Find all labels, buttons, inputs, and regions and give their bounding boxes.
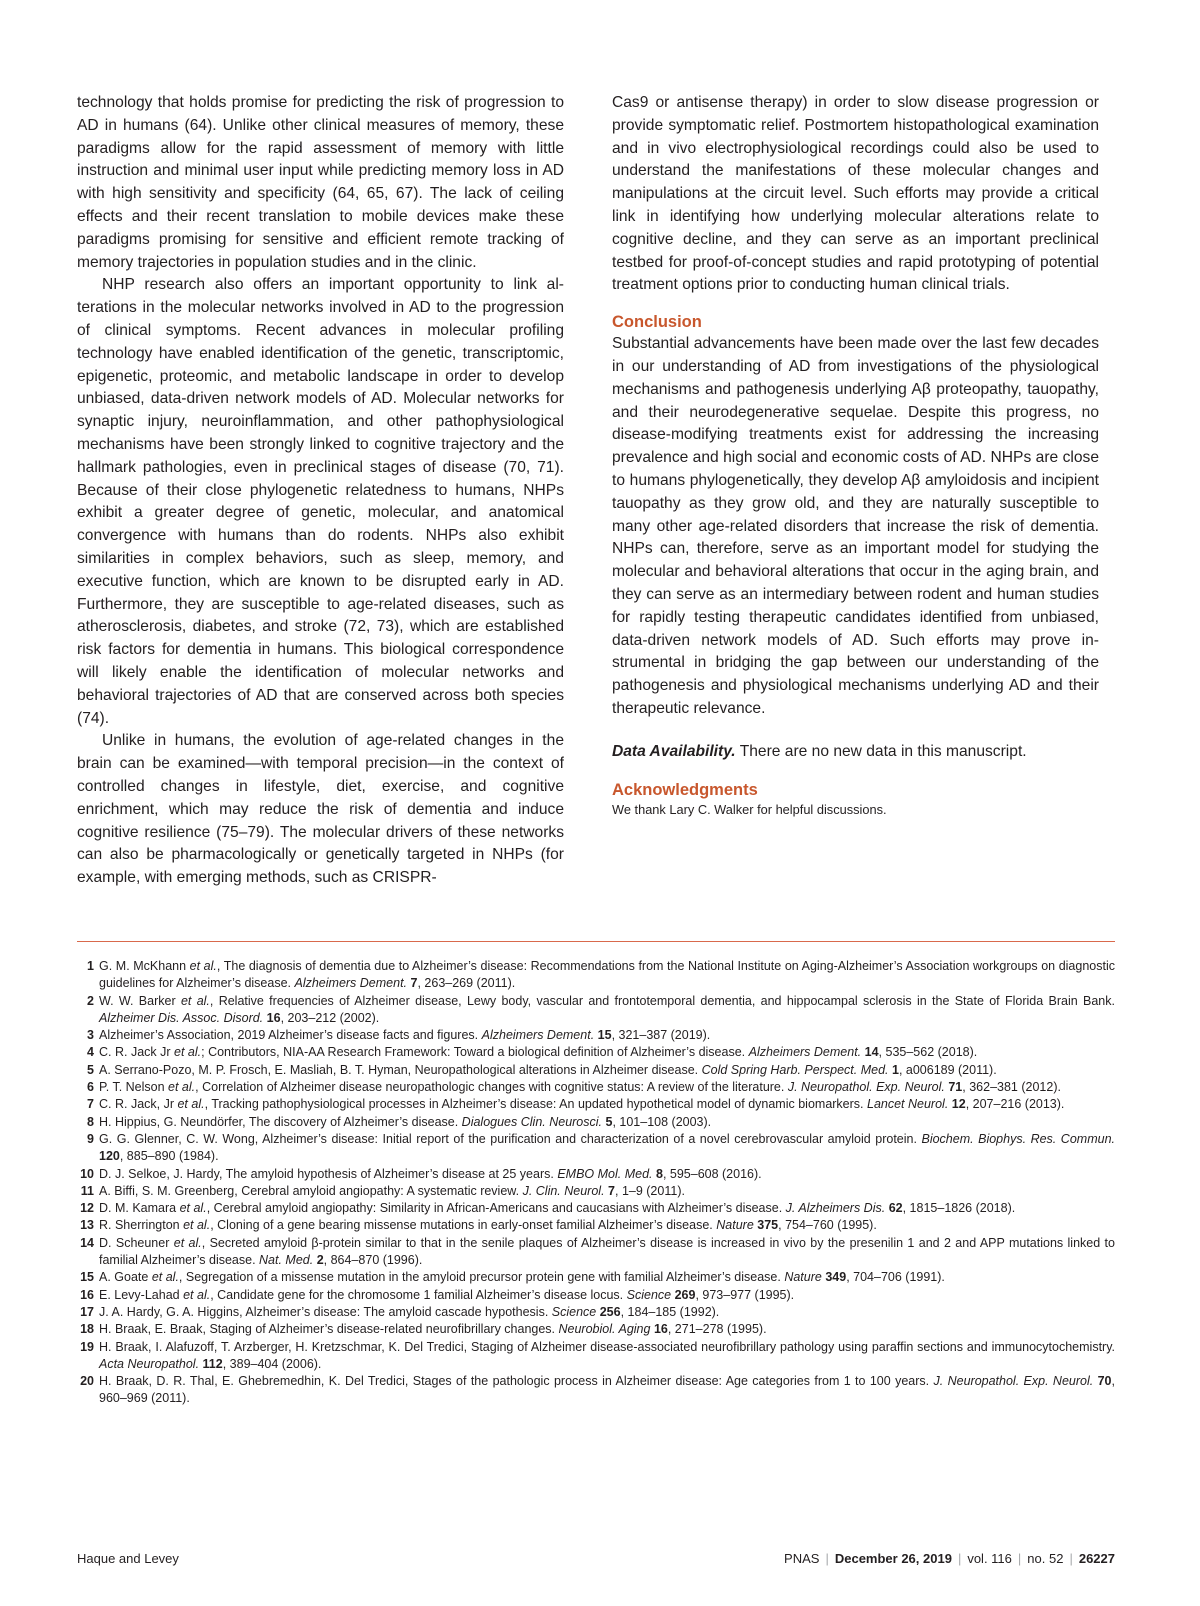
reference-item: [77, 993, 1115, 1028]
references-divider: [77, 941, 1115, 942]
reference-item: [77, 1321, 1115, 1338]
reference-item: [77, 1339, 1115, 1374]
reference-number: 15: [80, 1270, 94, 1285]
reference-number: 13: [80, 1218, 94, 1233]
reference-text: C. R. Jack, Jr et al., Tracking pathophysiological processes in Alzheimer’s disease: An updated hypothetical model of dynamic biomarkers. Lancet Neurol. 12, 207–216 (2013).: [99, 1097, 1065, 1112]
reference-number: 10: [80, 1166, 94, 1181]
reference-number: 12: [80, 1201, 94, 1216]
reference-item: [77, 1096, 1115, 1113]
reference-item: [77, 1287, 1115, 1304]
reference-number: 17: [80, 1304, 94, 1319]
acknowledgments-text: We thank Lary C. Walker for helpful discussions.: [612, 801, 887, 817]
reference-number: 4: [87, 1045, 94, 1060]
reference-item: [77, 1114, 1115, 1131]
footer-journal: PNAS: [784, 1551, 820, 1566]
reference-text: H. Hippius, G. Neundörfer, The discovery of Alzheimer’s disease. Dialogues Clin. Neurosci. 5, 101–108 (2003).: [99, 1114, 712, 1129]
footer-separator: |: [1069, 1551, 1073, 1566]
left-column: [77, 92, 564, 890]
reference-number: 20: [80, 1374, 94, 1389]
reference-item: [77, 1166, 1115, 1183]
body-paragraph: Unlike in humans, the evolution of age-related changes in the brain can be examined—with temporal precision—in the context of controlled changes in lifestyle, diet, exercise, and cognitive enrichment, which may reduce the risk of dementia and induce cognitive resilience (75–79). The molecular drivers of these networks can also be pharmacologically or genetically targeted in NHPs (for example, with emerging methods, such as CRISPR-: [77, 732, 564, 887]
reference-number: 5: [87, 1062, 94, 1077]
body-paragraph: NHP research also offers an important opportunity to link alterations in the molecular networks involved in AD to the progression of clinical symptoms. Recent advances in molecular profiling technology have enabled identification of the genetic, transcriptomic, epigenetic, proteomic, and metabolic landscape in order to develop unbiased, data-driven network models of AD. Molecular networks for synaptic injury, neuroinflammation, and other pathophysiological mechanisms have been strongly linked to cognitive trajectory and the hallmark pathologies, even in preclinical stages of disease (70, 71). Because of their close phylogenetic relatedness to humans, NHPs exhibit a greater degree of genetic, molecular, and anatomical convergence with humans than do rodents. NHPs also exhibit similarities in complex behaviors, such as sleep, memory, and executive function, which are known to be disrupted early in AD. Furthermore, they are susceptible to age-related diseases, such as atherosclerosis, diabetes, and stroke (72, 73), which are established risk factors for dementia in humans. This biological correspondence will likely enable the identification of molecular networks and behavioral trajectories of AD that are conserved across both species (74).: [77, 276, 564, 727]
reference-number: 7: [87, 1097, 94, 1112]
footer-page-number: 26227: [1078, 1551, 1115, 1566]
reference-item: [77, 1183, 1115, 1200]
reference-list: [77, 958, 1115, 1408]
reference-text: W. W. Barker et al., Relative frequencies of Alzheimer disease, Lewy body, vascular and frontotemporal dementia, and hippocampal sclerosis in the State of Florida Brain Bank. Alzheimer Dis. Assoc. Disord. 16, 203–212 (2002).: [99, 993, 1115, 1025]
reference-number: 9: [87, 1131, 94, 1146]
footer-volume: vol. 116: [967, 1551, 1012, 1566]
conclusion-paragraph: Substantial advancements have been made over the last few decades in our understanding of AD from investigations of the physiological mechanisms and pathogenesis underlying Aβ proteopathy, tauopathy, and their neurodegenerative sequelae. Despite this progress, no disease-modifying treatments exist for addressing the increasing prevalence and high social and economic costs of AD. NHPs are close to humans phylogenetically, they develop Aβ amyloidosis and incipient tauopathy as they grow old, and they are naturally susceptible to many other age-related disorders that increase the risk of dementia. NHPs can, therefore, serve as an important model for studying the molecular and behavioral alterations that occur in the aging brain, and they can serve as an intermediary between rodent and human studies for rapidly testing therapeutic candidates identified from unbiased, data-driven network models of AD. Such efforts may prove instrumental in bridging the gap between our understanding of the pathogenesis and physiological mechanisms underlying AD and their therapeutic relevance.: [612, 335, 1099, 717]
reference-item: [77, 1131, 1115, 1166]
data-availability-text: There are no new data in this manuscript.: [739, 742, 1027, 760]
footer-authors: Haque and Levey: [77, 1551, 179, 1566]
reference-text: A. Serrano-Pozo, M. P. Frosch, E. Masliah, B. T. Hyman, Neuropathological alterations in Alzheimer disease. Cold Spring Harb. Perspect. Med. 1, a006189 (2011).: [99, 1062, 997, 1077]
reference-item: [77, 1062, 1115, 1079]
reference-item: [77, 1269, 1115, 1286]
reference-text: J. A. Hardy, G. A. Higgins, Alzheimer’s disease: The amyloid cascade hypothesis. Science 256, 184–185 (1992).: [99, 1304, 720, 1319]
reference-number: 8: [87, 1114, 94, 1129]
acknowledgments-heading: Acknowledgments: [612, 780, 758, 799]
reference-text: G. M. McKhann et al., The diagnosis of dementia due to Alzheimer’s disease: Recommendations from the National Institute on Aging-Alzheimer’s Association workgroups on diagnostic guidelines for Alzheimer’s disease. Alzheimers Dement. 7, 263–269 (2011).: [99, 959, 1115, 991]
reference-text: E. Levy-Lahad et al., Candidate gene for the chromosome 1 familial Alzheimer’s disease locus. Science 269, 973–977 (1995).: [99, 1287, 795, 1302]
page-footer: [77, 1550, 1115, 1568]
footer-citation: [784, 1550, 1115, 1568]
reference-item: [77, 1217, 1115, 1234]
reference-number: 16: [80, 1287, 94, 1302]
reference-text: C. R. Jack Jr et al.; Contributors, NIA-AA Research Framework: Toward a biological definition of Alzheimer’s disease. Alzheimers Dement. 14, 535–562 (2018).: [99, 1045, 978, 1060]
reference-text: A. Goate et al., Segregation of a missense mutation in the amyloid precursor protein gene with familial Alzheimer’s disease. Nature 349, 704–706 (1991).: [99, 1270, 945, 1285]
footer-separator: |: [825, 1551, 829, 1566]
reference-number: 18: [80, 1322, 94, 1337]
reference-item: [77, 1044, 1115, 1061]
reference-number: 11: [80, 1183, 94, 1198]
reference-number: 14: [80, 1235, 94, 1250]
reference-item: [77, 1373, 1115, 1408]
reference-item: [77, 958, 1115, 993]
conclusion-heading: Conclusion: [612, 313, 702, 332]
footer-issue: no. 52: [1027, 1551, 1064, 1566]
footer-date: December 26, 2019: [834, 1551, 952, 1566]
footer-separator: |: [957, 1551, 962, 1566]
data-availability-label: Data Availability.: [612, 742, 736, 760]
reference-text: D. M. Kamara et al., Cerebral amyloid angiopathy: Similarity in African-Americans and caucasians with Alzheimer’s disease. J. Alzheimers Dis. 62, 1815–1826 (2018).: [99, 1201, 1016, 1216]
reference-text: H. Braak, E. Braak, Staging of Alzheimer’s disease-related neurofibrillary changes. Neurobiol. Aging 16, 271–278 (1995).: [99, 1322, 767, 1337]
reference-item: [77, 1027, 1115, 1044]
reference-item: [77, 1235, 1115, 1270]
body-paragraph: Cas9 or antisense therapy) in order to slow disease progression or provide symptomatic relief. Postmortem histopathological examination and in vivo electrophysiological recordings could also be used to understand the manifestations of these molecular changes and manipulations at the circuit level. Such efforts may provide a critical link in identifying how underlying molecular alterations relate to cognitive decline, and they can serve as an important preclinical testbed for proof-of-concept studies and rapid prototyping of potential treatment options prior to conducting human clinical trials.: [612, 94, 1099, 294]
reference-number: 3: [87, 1028, 94, 1043]
right-column: [612, 92, 1099, 818]
reference-text: H. Braak, D. R. Thal, E. Ghebremedhin, K. Del Tredici, Stages of the pathologic process in Alzheimer disease: Age categories from 1 to 100 years. J. Neuropathol. Exp. Neurol. 70, 960–969 (2011).: [99, 1374, 1115, 1406]
reference-number: 1: [87, 959, 94, 973]
reference-number: 2: [87, 993, 94, 1008]
reference-item: [77, 1200, 1115, 1217]
data-availability: [612, 741, 1099, 764]
reference-number: 19: [80, 1339, 94, 1354]
reference-number: 6: [87, 1080, 94, 1095]
reference-text: D. Scheuner et al., Secreted amyloid β-protein similar to that in the senile plaques of Alzheimer’s disease is increased in vivo by the presenilin 1 and 2 and APP mutations linked to familial Alzheimer’s disease. Nat. Med. 2, 864–870 (1996).: [99, 1235, 1115, 1268]
body-paragraph: technology that holds promise for predicting the risk of progression to AD in humans (64). Unlike other clinical measures of memory, these paradigms allow for the rapid assessment of memory with little instruction and minimal user input while predicting memory loss in AD with high sensitivity and specificity (64, 65, 67). The lack of ceiling effects and their recent translation to mobile devices make these paradigms promising for sensitive and efficient remote tracking of memory trajectories in population studies and in the clinic.: [77, 94, 564, 271]
reference-item: [77, 1304, 1115, 1321]
reference-text: P. T. Nelson et al., Correlation of Alzheimer disease neuropathologic changes with cognitive status: A review of the literature. J. Neuropathol. Exp. Neurol. 71, 362–381 (2012).: [99, 1080, 1061, 1095]
reference-item: [77, 1079, 1115, 1096]
reference-text: A. Biffi, S. M. Greenberg, Cerebral amyloid angiopathy: A systematic review. J. Clin. Neurol. 7, 1–9 (2011).: [99, 1183, 685, 1198]
reference-text: G. G. Glenner, C. W. Wong, Alzheimer’s disease: Initial report of the purification and characterization of a novel cerebrovascular amyloid protein. Biochem. Biophys. Res. Commun. 120, 885–890 (1984).: [99, 1131, 1115, 1164]
reference-text: D. J. Selkoe, J. Hardy, The amyloid hypothesis of Alzheimer’s disease at 25 years. EMBO Mol. Med. 8, 595–608 (2016).: [99, 1166, 762, 1181]
reference-text: Alzheimer’s Association, 2019 Alzheimer’s disease facts and figures. Alzheimers Dement. 15, 321–387 (2019).: [99, 1028, 711, 1043]
footer-separator: |: [1017, 1551, 1022, 1566]
reference-text: R. Sherrington et al., Cloning of a gene bearing missense mutations in early-onset familial Alzheimer’s disease. Nature 375, 754–760 (1995).: [99, 1218, 877, 1233]
reference-text: H. Braak, I. Alafuzoff, T. Arzberger, H. Kretzschmar, K. Del Tredici, Staging of Alzheimer disease-associated neurofibrillary pathology using paraffin sections and immunocytochemistry. Acta Neuropathol. 112, 389–404 (2006).: [99, 1339, 1115, 1371]
